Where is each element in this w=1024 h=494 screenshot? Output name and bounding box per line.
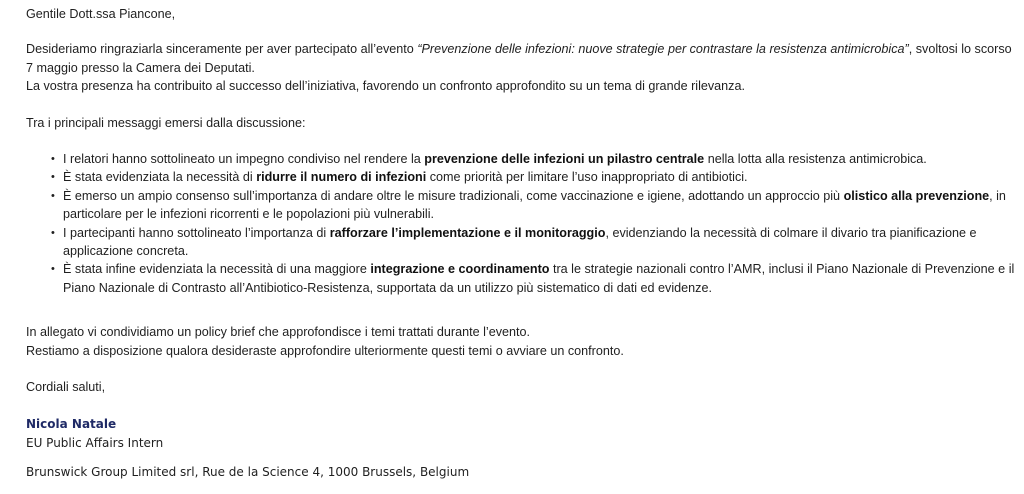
closing-line-2: Restiamo a disposizione qualora desideraste approfondire ulteriormente questi temi o avviare un confronto. [26,343,624,358]
intro-line-2: La vostra presenza ha contribuito al successo dell’iniziativa, favorendo un confronto approfondito su un tema di grande rilevanza. [26,79,745,94]
list-item-text: È emerso un ampio consenso sull’importanza di andare oltre le misure tradizionali, come vaccinazione e igiene, adottando un approccio più [63,188,844,203]
list-item-highlight: integrazione e coordinamento [370,262,550,277]
list-item-text: I partecipanti hanno sottolineato l’importanza di [63,225,330,240]
list-item-text: I relatori hanno sottolineato un impegno condiviso nel rendere la [63,152,425,167]
list-item-highlight: prevenzione delle infezioni un pilastro centrale [424,152,705,167]
list-item [63,187,1016,224]
list-item-text: tra le strategie nazionali contro l’AMR, inclusi il Piano Nazionale di Prevenzione e il Piano Nazionale di Contrasto all’Antibiotico-Resistenza, supportata da un utilizzo più sistematico di dati ed evidenze. [63,262,1015,295]
signature-role: EU Public Affairs Intern [26,435,164,450]
event-title: “Prevenzione delle infezioni: nuove strategie per contrastare la resistenza antimicrobica” [417,42,909,57]
list-item-text: È stata infine evidenziata la necessità di una maggiore [63,262,371,277]
greeting: Gentile Dott.ssa Piancone, [26,7,176,21]
signature-block [26,415,1016,482]
list-item [63,150,1016,168]
intro-paragraph [26,40,1016,95]
list-item-text: È stata evidenziata la necessità di [63,170,257,185]
list-item [63,168,1016,186]
regards: Cordiali saluti, [26,380,106,395]
list-item-highlight: olistico alla prevenzione [843,188,990,203]
list-item [63,260,1016,297]
signature-address: Brunswick Group Limited srl, Rue de la Science 4, 1000 Brussels, Belgium [26,464,470,479]
closing-line-1: In allegato vi condividiamo un policy brief che approfondisce i temi trattati durante l’evento. [26,325,531,340]
list-item-text: nella lotta alla resistenza antimicrobica. [704,152,927,167]
intro-text-after: , svoltosi lo scorso 7 maggio presso la Camera dei Deputati. [26,42,1012,75]
list-item-text: , evidenziando la necessità di colmare il divario tra pianificazione e applicazione concreta. [63,225,977,259]
messages-lead: Tra i principali messaggi emersi dalla discussione: [26,115,306,130]
list-item-highlight: rafforzare l’implementazione e il monitoraggio [329,225,606,240]
list-item-text: , in particolare per le infezioni ricorrenti e le popolazioni più vulnerabili. [63,188,1006,222]
messages-list [26,150,1016,297]
list-item-text: come priorità per limitare l’uso inappropriato di antibiotici. [426,170,748,185]
closing-paragraph [26,323,1016,360]
signature-name: Nicola Natale [26,416,117,431]
intro-text-before: Desideriamo ringraziarla sinceramente per aver partecipato all’evento [26,42,418,57]
list-item [63,224,1016,261]
list-item-highlight: ridurre il numero di infezioni [256,170,427,185]
